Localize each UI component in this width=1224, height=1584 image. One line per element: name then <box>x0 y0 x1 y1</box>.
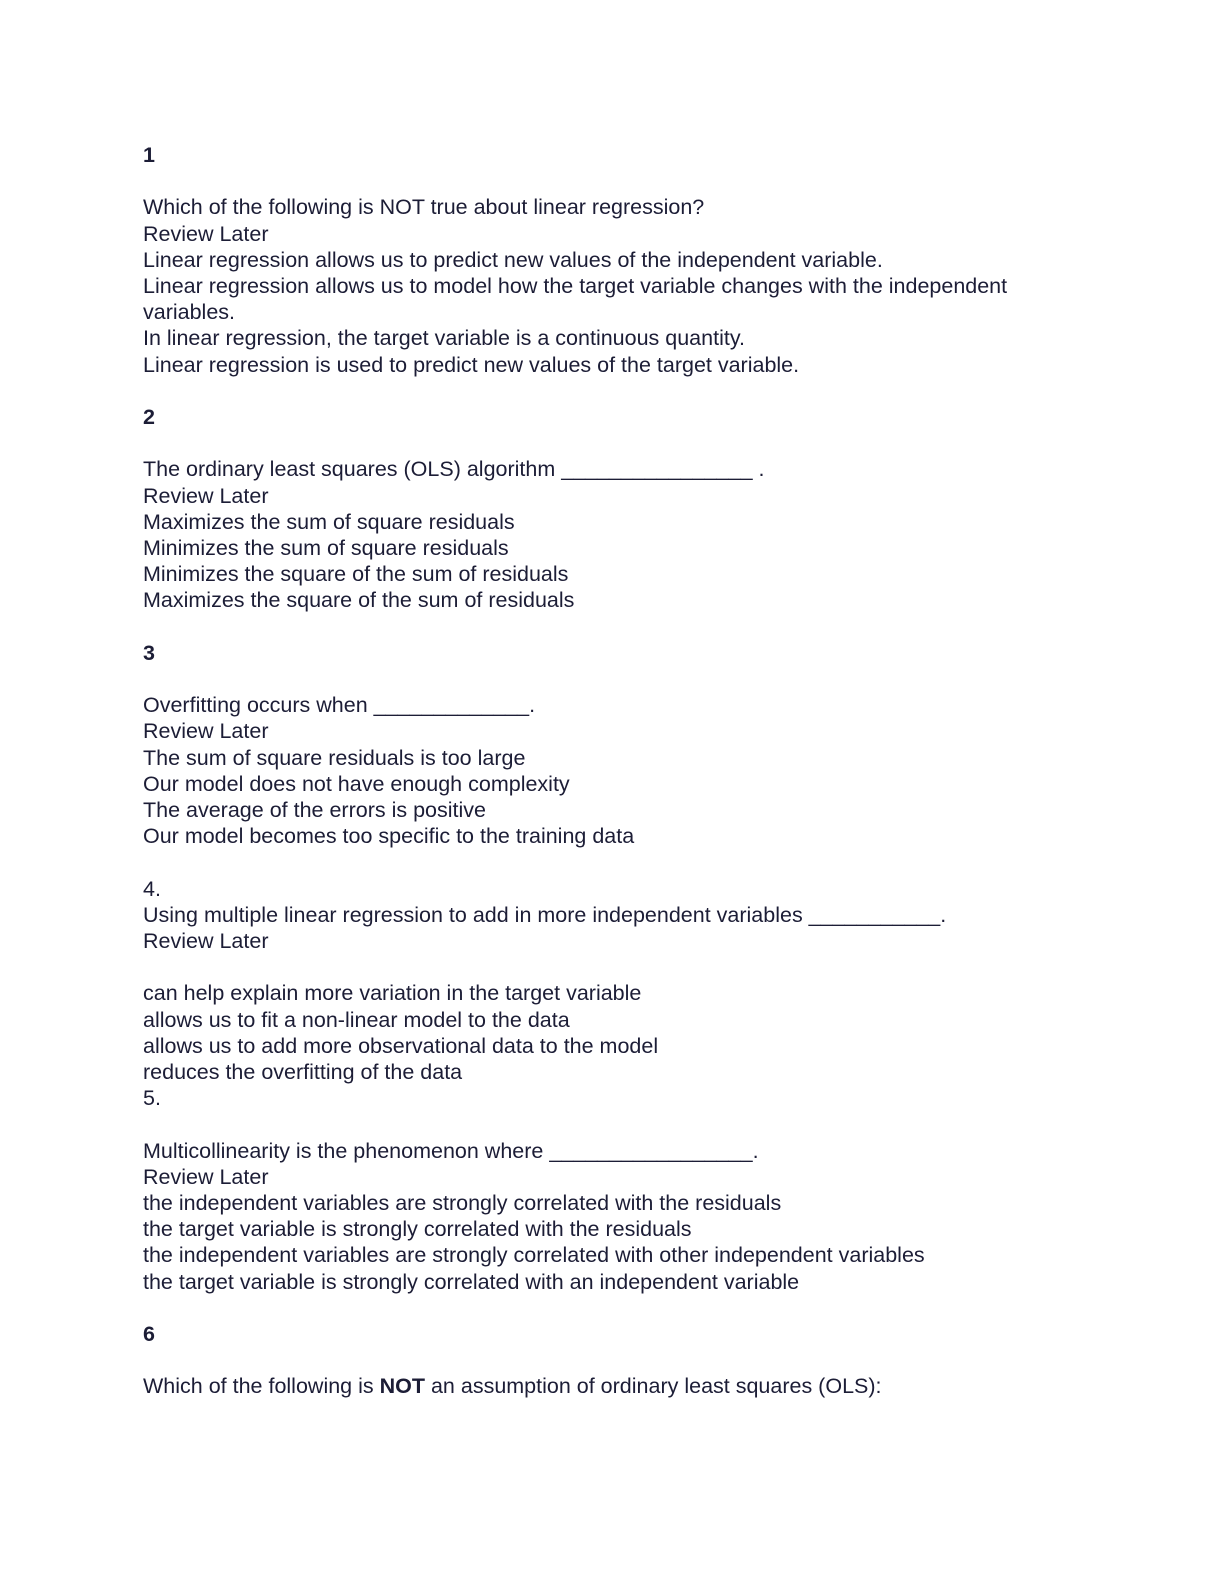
question-4 <box>143 876 1103 1086</box>
answer-option[interactable]: Our model becomes too specific to the training data <box>143 824 635 849</box>
answer-option[interactable]: can help explain more variation in the target variable <box>143 981 642 1006</box>
spacer <box>143 430 1103 456</box>
answer-option[interactable]: The sum of square residuals is too large <box>143 745 526 770</box>
question-prompt: Multicollinearity is the phenomenon where _________________. <box>143 1138 759 1163</box>
answer-option[interactable]: the independent variables are strongly correlated with other independent variables <box>143 1243 925 1268</box>
question-number: 3 <box>143 640 155 665</box>
answer-option[interactable]: Linear regression allows us to model how the target variable changes with the independent variables. <box>143 274 1008 325</box>
prompt-text: Which of the following is <box>143 1374 380 1399</box>
answer-option[interactable]: the target variable is strongly correlated with an independent variable <box>143 1269 800 1294</box>
question-number: 2 <box>143 405 155 429</box>
answer-option[interactable]: allows us to add more observational data to the model <box>143 1033 659 1058</box>
question-prompt <box>143 1373 1103 1399</box>
question-5 <box>143 1085 1103 1295</box>
answer-option[interactable]: Maximizes the square of the sum of residuals <box>143 588 575 613</box>
answer-option[interactable]: Minimizes the sum of square residuals <box>143 536 509 560</box>
document-content <box>143 142 1103 1400</box>
answer-option[interactable]: reduces the overfitting of the data <box>143 1060 463 1084</box>
answer-option[interactable]: In linear regression, the target variable is a continuous quantity. <box>143 326 745 351</box>
answer-option[interactable]: Minimizes the square of the sum of residuals <box>143 562 569 587</box>
question-prompt: Which of the following is NOT true about linear regression? <box>143 195 705 220</box>
prompt-emphasis: NOT <box>379 1374 425 1399</box>
prompt-text: an assumption of ordinary least squares (OLS): <box>425 1374 882 1399</box>
review-later-link[interactable]: Review Later <box>143 483 269 508</box>
spacer <box>143 1111 1103 1137</box>
answer-option[interactable]: Our model does not have enough complexity <box>143 771 570 796</box>
review-later-link[interactable]: Review Later <box>143 929 269 953</box>
spacer <box>143 1347 1103 1373</box>
question-prompt: The ordinary least squares (OLS) algorithm ________________ . <box>143 457 765 482</box>
question-number: 6 <box>143 1322 155 1346</box>
answer-option[interactable]: the independent variables are strongly correlated with the residuals <box>143 1191 782 1215</box>
answer-option[interactable]: the target variable is strongly correlated with the residuals <box>143 1217 692 1242</box>
spacer <box>143 1295 1103 1321</box>
answer-option[interactable]: Maximizes the sum of square residuals <box>143 509 515 534</box>
question-number: 5. <box>143 1086 161 1111</box>
spacer <box>143 168 1103 194</box>
question-prompt: Using multiple linear regression to add in more independent variables ___________. <box>143 902 947 927</box>
question-1 <box>143 142 1103 378</box>
answer-option[interactable]: Linear regression is used to predict new values of the target variable. <box>143 352 800 377</box>
question-2 <box>143 404 1103 614</box>
question-number: 4. <box>143 876 161 901</box>
review-later-link[interactable]: Review Later <box>143 1164 269 1189</box>
spacer <box>143 666 1103 692</box>
spacer <box>143 378 1103 404</box>
question-3 <box>143 640 1103 850</box>
question-6 <box>143 1321 1103 1400</box>
answer-option[interactable]: allows us to fit a non-linear model to the data <box>143 1007 570 1032</box>
question-number: 1 <box>143 143 155 167</box>
review-later-link[interactable]: Review Later <box>143 221 269 246</box>
answer-option[interactable]: The average of the errors is positive <box>143 798 486 822</box>
spacer <box>143 954 1103 980</box>
spacer <box>143 849 1103 875</box>
review-later-link[interactable]: Review Later <box>143 719 269 744</box>
answer-option[interactable]: Linear regression allows us to predict new values of the independent variable. <box>143 247 883 272</box>
spacer <box>143 614 1103 640</box>
question-prompt: Overfitting occurs when _____________. <box>143 693 536 718</box>
